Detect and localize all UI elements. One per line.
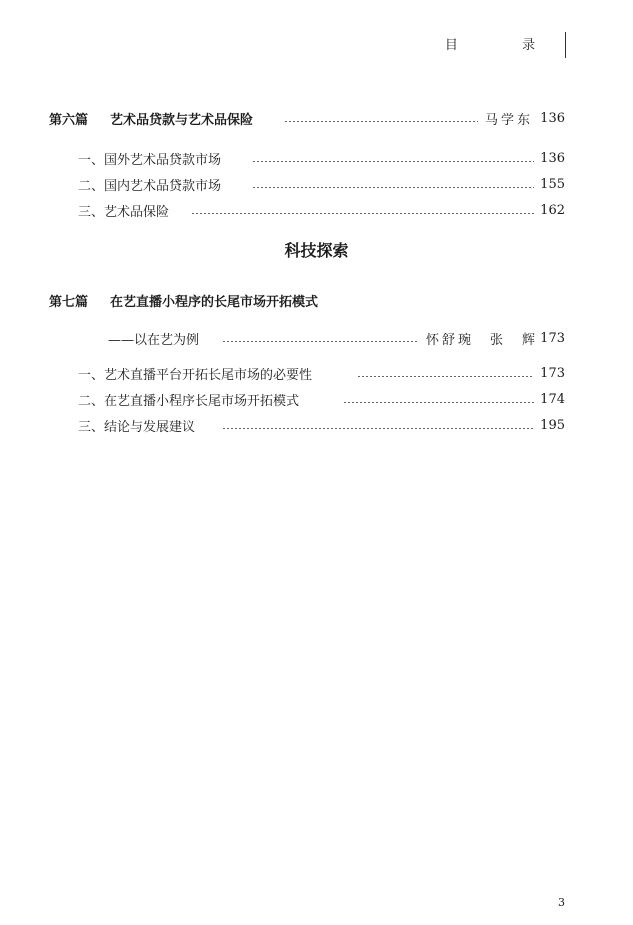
item-title: 三、艺术品保险	[78, 204, 170, 220]
toc-part-7[interactable]	[0, 290, 633, 310]
section-heading: 科技探索	[284, 241, 349, 260]
toc-item[interactable]	[0, 174, 633, 194]
part-label: 第七篇	[49, 294, 89, 310]
leader-dots	[191, 213, 534, 214]
toc-item[interactable]	[0, 148, 633, 168]
leader-dots	[357, 376, 534, 377]
page-number: 136	[540, 150, 565, 166]
page-number: 162	[540, 202, 565, 218]
page-number: 173	[540, 365, 565, 381]
part-title: 艺术品贷款与艺术品保险	[110, 112, 254, 128]
toc-item[interactable]	[0, 415, 633, 435]
leader-dots	[343, 402, 534, 403]
author: 马学东	[485, 112, 534, 128]
leader-dots	[222, 341, 418, 342]
toc-part-6[interactable]	[0, 108, 633, 128]
leader-dots	[222, 428, 534, 429]
item-title: 一、国外艺术品贷款市场	[78, 152, 222, 168]
toc-item[interactable]	[0, 200, 633, 220]
page-number: 174	[540, 391, 565, 407]
item-title: 三、结论与发展建议	[78, 419, 196, 435]
item-title: 二、在艺直播小程序长尾市场开拓模式	[78, 393, 300, 409]
part-title: 在艺直播小程序的长尾市场开拓模式	[110, 294, 319, 310]
item-title: 二、国内艺术品贷款市场	[78, 178, 222, 194]
toc-item[interactable]	[0, 363, 633, 383]
item-title: 一、艺术直播平台开拓长尾市场的必要性	[78, 367, 313, 383]
running-header: 目 录	[444, 38, 565, 53]
toc-item[interactable]	[0, 389, 633, 409]
page-number: 173	[540, 330, 565, 346]
header-rule	[565, 32, 566, 58]
part-label: 第六篇	[49, 112, 89, 128]
folio-page-number: 3	[558, 896, 565, 909]
part-subtitle: ——以在艺为例	[108, 332, 200, 348]
leader-dots	[252, 187, 534, 188]
page-number: 136	[540, 110, 565, 126]
page-number: 195	[540, 417, 565, 433]
leader-dots	[252, 161, 534, 162]
author: 怀舒琬 张 辉	[426, 332, 539, 348]
page-number: 155	[540, 176, 565, 192]
leader-dots	[284, 121, 478, 122]
toc-part-7-subtitle[interactable]	[0, 328, 633, 348]
